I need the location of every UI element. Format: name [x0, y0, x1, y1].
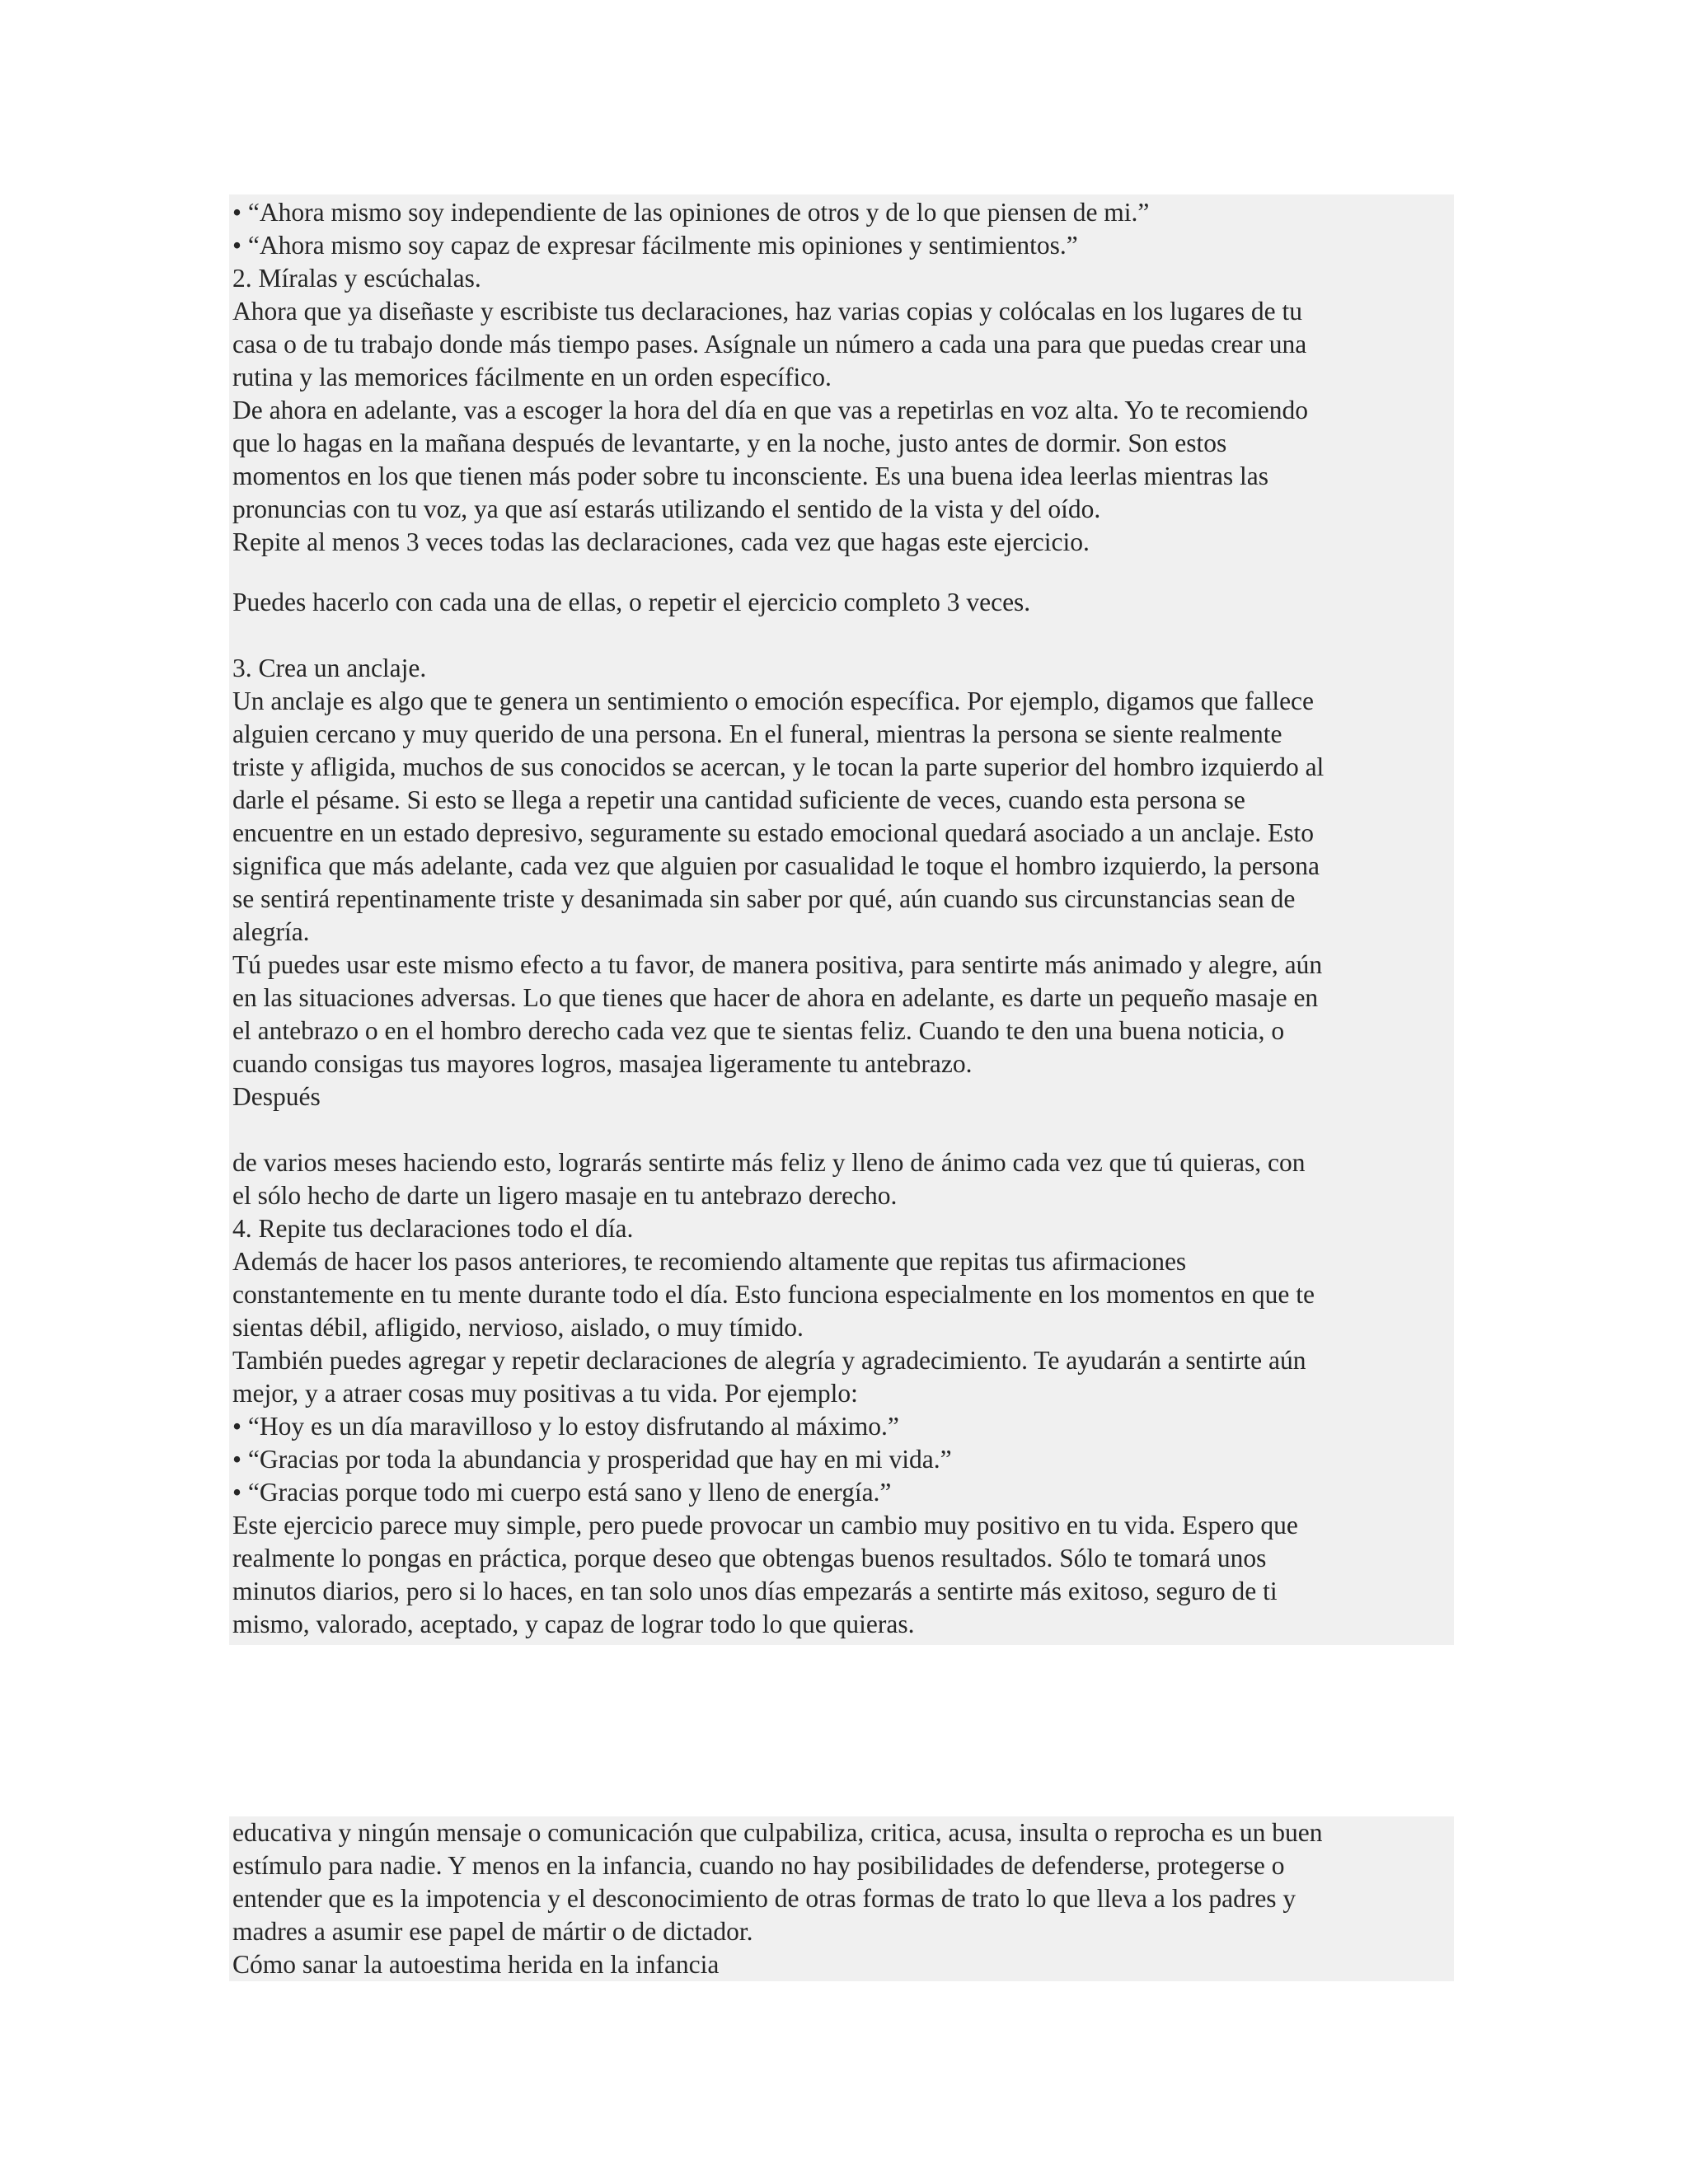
- text-line: momentos en los que tienen más poder sobre tu inconsciente. Es una buena idea leerlas mientras las: [232, 462, 1269, 490]
- text-line: Además de hacer los pasos anteriores, te recomiendo altamente que repitas tus afirmaciones: [232, 1247, 1187, 1276]
- text-line: el antebrazo o en el hombro derecho cada vez que te sientas feliz. Cuando te den una buena noticia, o: [232, 1016, 1285, 1045]
- paragraph-group-c: [232, 652, 1451, 1113]
- text-line: 3. Crea un anclaje.: [232, 654, 427, 682]
- text-line: estímulo para nadie. Y menos en la infancia, cuando no hay posibilidades de defenderse, protegerse o: [232, 1851, 1285, 1880]
- paragraph-gap: [232, 559, 1451, 586]
- text-line: rutina y las memorices fácilmente en un orden específico.: [232, 363, 832, 391]
- text-line: encuentre en un estado depresivo, seguramente su estado emocional quedará asociado a un anclaje. Esto: [232, 818, 1314, 847]
- text-line: minutos diarios, pero si lo haces, en tan solo unos días empezarás a sentirte más exitoso, seguro de ti: [232, 1577, 1278, 1605]
- text-line: alguien cercano y muy querido de una persona. En el funeral, mientras la persona se siente realmente: [232, 719, 1282, 748]
- text-line: • “Hoy es un día maravilloso y lo estoy disfrutando al máximo.”: [232, 1412, 899, 1441]
- text-line: 2. Míralas y escúchalas.: [232, 264, 481, 293]
- text-line: significa que más adelante, cada vez que alguien por casualidad le toque el hombro izquierdo, la persona: [232, 851, 1320, 880]
- text-line: mismo, valorado, aceptado, y capaz de lograr todo lo que quieras.: [232, 1610, 915, 1638]
- text-line: triste y afligida, muchos de sus conocidos se acercan, y le tocan la parte superior del hombro izquierdo al: [232, 752, 1325, 781]
- text-line: De ahora en adelante, vas a escoger la hora del día en que vas a repetirlas en voz alta. Yo te recomiendo: [232, 396, 1308, 424]
- text-line: • “Gracias porque todo mi cuerpo está sano y lleno de energía.”: [232, 1478, 892, 1507]
- text-line: • “Ahora mismo soy capaz de expresar fácilmente mis opiniones y sentimientos.”: [232, 231, 1078, 260]
- text-line: el sólo hecho de darte un ligero masaje en tu antebrazo derecho.: [232, 1181, 898, 1210]
- text-line: casa o de tu trabajo donde más tiempo pases. Asígnale un número a cada una para que puedas crear una: [232, 330, 1307, 359]
- text-line: entender que es la impotencia y el desconocimiento de otras formas de trato lo que lleva a los padres y: [232, 1884, 1296, 1913]
- text-line: Repite al menos 3 veces todas las declaraciones, cada vez que hagas este ejercicio.: [232, 527, 1090, 556]
- text-line: Puedes hacerlo con cada una de ellas, o repetir el ejercicio completo 3 veces.: [232, 588, 1031, 616]
- text-line: pronuncias con tu voz, ya que así estarás utilizando el sentido de la vista y del oído.: [232, 494, 1101, 523]
- text-line: Este ejercicio parece muy simple, pero puede provocar un cambio muy positivo en tu vida. Espero que: [232, 1511, 1298, 1540]
- text-line: cuando consigas tus mayores logros, masajea ligeramente tu antebrazo.: [232, 1049, 973, 1078]
- text-line: • “Gracias por toda la abundancia y prosperidad que hay en mi vida.”: [232, 1445, 952, 1474]
- text-block-main: [229, 194, 1454, 1645]
- text-line: madres a asumir ese papel de mártir o de dictador.: [232, 1917, 753, 1946]
- text-line: en las situaciones adversas. Lo que tienes que hacer de ahora en adelante, es darte un pequeño masaje en: [232, 983, 1319, 1012]
- text-line: 4. Repite tus declaraciones todo el día.: [232, 1214, 634, 1243]
- text-line: de varios meses haciendo esto, lograrás sentirte más feliz y lleno de ánimo cada vez que tú quieras, con: [232, 1148, 1306, 1177]
- text-line: Un anclaje es algo que te genera un sentimiento o emoción específica. Por ejemplo, digamos que fallece: [232, 687, 1315, 715]
- text-line: mejor, y a atraer cosas muy positivas a tu vida. Por ejemplo:: [232, 1379, 858, 1408]
- text-line: alegría.: [232, 917, 310, 946]
- text-line: realmente lo pongas en práctica, porque deseo que obtengas buenos resultados. Sólo te tomará unos: [232, 1544, 1267, 1572]
- section-heading: Cómo sanar la autoestima herida en la infancia: [232, 1950, 720, 1979]
- paragraph-group-a: [232, 196, 1451, 559]
- text-line: educativa y ningún mensaje o comunicación que culpabiliza, critica, acusa, insulta o reprocha es un buen: [232, 1818, 1323, 1847]
- paragraph-group-d: [232, 1146, 1451, 1641]
- text-line: que lo hagas en la mañana después de levantarte, y en la noche, justo antes de dormir. Son estos: [232, 429, 1227, 457]
- paragraph-gap: [232, 619, 1451, 652]
- text-block-secondary: [229, 1816, 1454, 1981]
- text-line: • “Ahora mismo soy independiente de las opiniones de otros y de lo que piensen de mi.”: [232, 198, 1150, 227]
- paragraph-gap: [232, 1113, 1451, 1146]
- text-line: constantemente en tu mente durante todo el día. Esto funciona especialmente en los momentos en que te: [232, 1280, 1315, 1309]
- text-line: También puedes agregar y repetir declaraciones de alegría y agradecimiento. Te ayudarán a sentirte aún: [232, 1346, 1306, 1375]
- text-line: darle el pésame. Si esto se llega a repetir una cantidad suficiente de veces, cuando esta persona se: [232, 785, 1245, 814]
- text-line: Tú puedes usar este mismo efecto a tu favor, de manera positiva, para sentirte más animado y alegre, aún: [232, 950, 1323, 979]
- text-line: sientas débil, afligido, nervioso, aislado, o muy tímido.: [232, 1313, 804, 1342]
- text-line: Ahora que ya diseñaste y escribiste tus declaraciones, haz varias copias y colócalas en los lugares de tu: [232, 297, 1303, 326]
- text-line: Después: [232, 1082, 321, 1111]
- text-line: se sentirá repentinamente triste y desanimada sin saber por qué, aún cuando sus circunstancias sean de: [232, 884, 1296, 913]
